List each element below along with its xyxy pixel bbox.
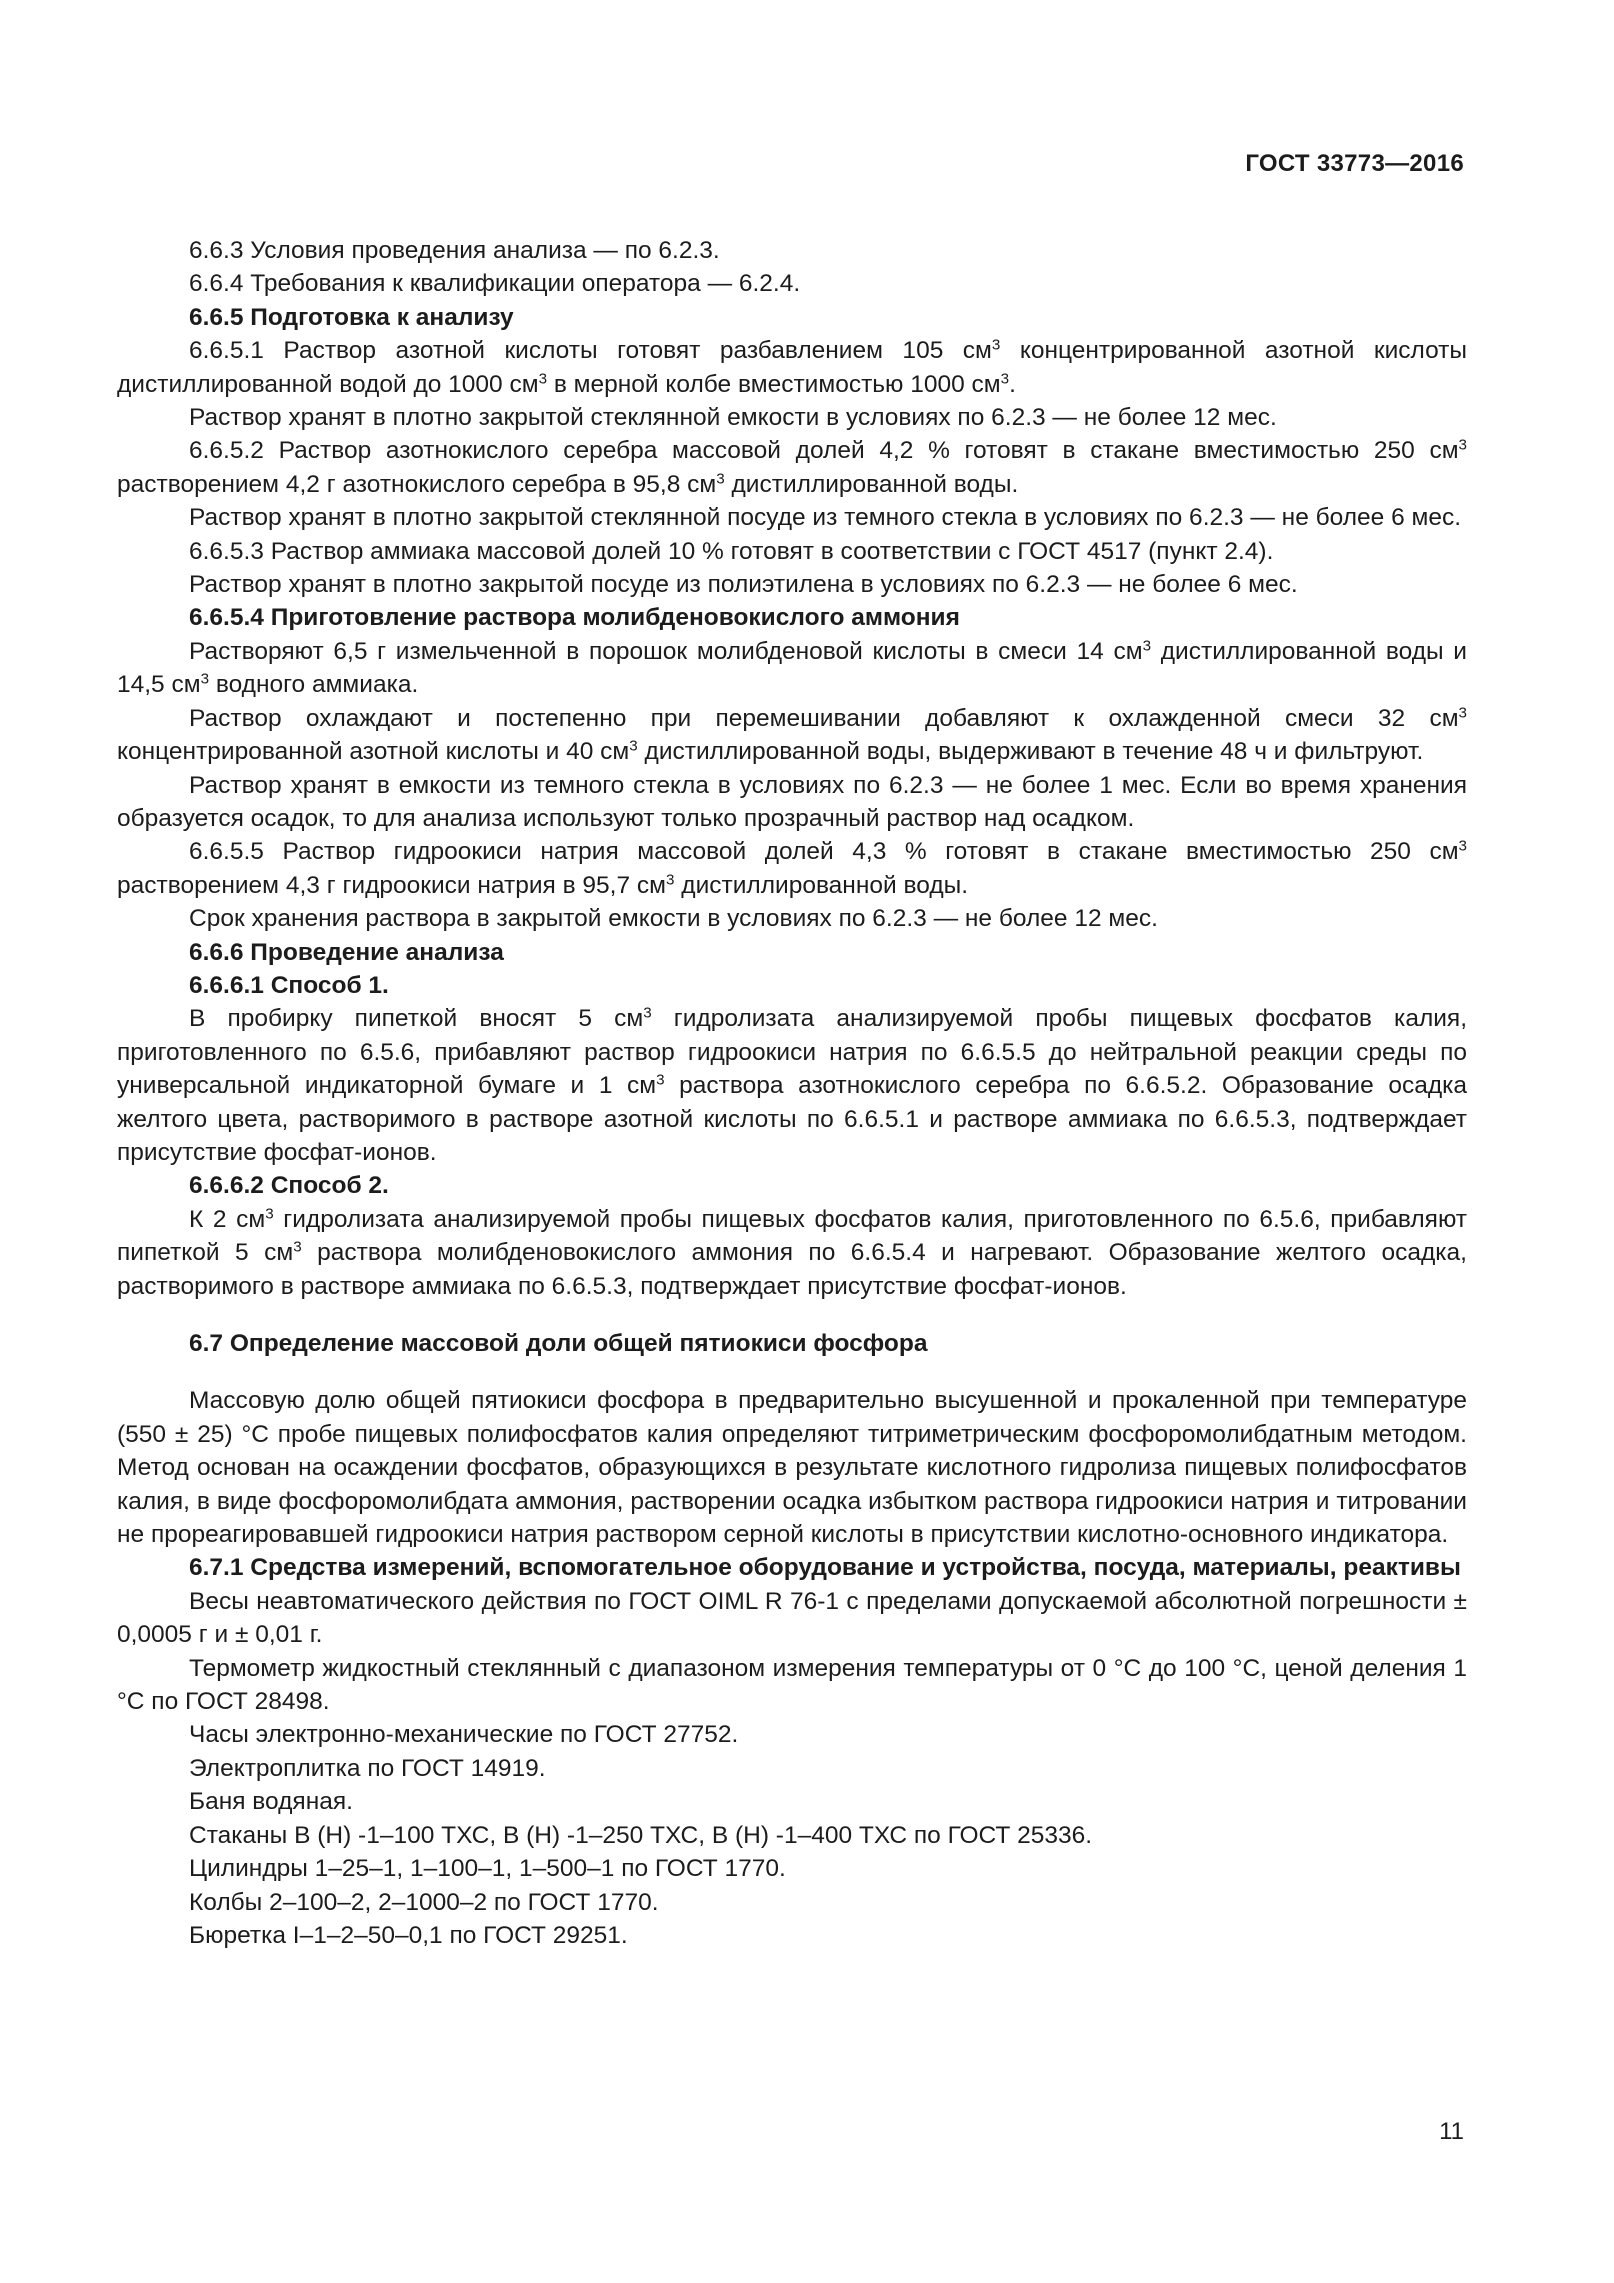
subsection-heading: 6.6.5 Подготовка к анализу	[189, 303, 514, 331]
paragraph: 6.6.4 Требования к квалификации оператора — 6.2.4.	[189, 270, 801, 298]
paragraph: Колбы 2–100–2, 2–1000–2 по ГОСТ 1770.	[189, 1888, 659, 1916]
superscript: 3	[200, 670, 210, 688]
document-code-header: ГОСТ 33773—2016	[1245, 150, 1464, 177]
superscript: 3	[265, 1205, 274, 1223]
paragraph: К 2 $см^3$ гидролизата анализируемой пробы пищевых фосфатов калия, приготовленного по 6.5.6, прибавляют пипеткой 5 $см^3$ раствора молибденовокислого аммония по 6.6.5.4 и нагревают. Образование желтого осадка, растворимого в растворе аммиака по 6.6.5.3, подтверждает присутствие фосфат-ионов.	[117, 1205, 1467, 1300]
paragraph: Раствор хранят в плотно закрытой стеклянной посуде из темного стекла в условиях по 6.2.3 — не более 6 мес.	[189, 504, 1462, 532]
subsection-heading: 6.6.5.4 Приготовление раствора молибденовокислого аммония	[189, 604, 960, 632]
superscript: 3	[629, 737, 638, 755]
document-body	[117, 234, 1467, 1952]
subsection-heading: 6.6.6 Проведение анализа	[189, 938, 504, 966]
page-number: 11	[1439, 2118, 1464, 2145]
paragraph: Весы неавтоматического действия по ГОСТ OIML R 76-1 с пределами допускаемой абсолютной погрешности ± 0,0005 г и ± 0,01 г.	[117, 1587, 1467, 1649]
paragraph: 6.6.5.3 Раствор аммиака массовой долей 10 % готовят в соответствии с ГОСТ 4517 (пункт 2.4).	[189, 537, 1274, 565]
superscript: 3	[293, 1238, 302, 1256]
paragraph: 6.6.5.2 Раствор азотнокислого серебра массовой долей 4,2 % готовят в стакане вместимостью 250 $см^3$ растворением 4,2 г азотнокислого серебра в 95,8 $см^3$ дистиллированной воды.	[117, 437, 1467, 498]
superscript: 3	[1142, 637, 1152, 655]
paragraph: Срок хранения раствора в закрытой емкости в условиях по 6.2.3 — не более 12 мес.	[189, 905, 1158, 933]
paragraph: Баня водяная.	[189, 1788, 353, 1816]
paragraph: Часы электронно-механические по ГОСТ 27752.	[189, 1721, 739, 1749]
paragraph: Растворяют 6,5 г измельченной в порошок молибденовой кислоты в смеси 14 $см^3$ дистиллированной воды и 14,5 $см^3$ водного аммиака.	[117, 637, 1467, 699]
paragraph: Бюретка I–1–2–50–0,1 по ГОСТ 29251.	[189, 1921, 628, 1949]
paragraph: Термометр жидкостный стеклянный с диапазоном измерения температуры от 0 °С до 100 °С, ценой деления 1 °С по ГОСТ 28498.	[117, 1654, 1467, 1716]
superscript: 3	[1000, 370, 1010, 388]
superscript: 3	[1458, 704, 1467, 722]
section-heading: 6.7 Определение массовой доли общей пятиокиси фосфора	[189, 1330, 928, 1357]
paragraph: 6.6.5.5 Раствор гидроокиси натрия массовой долей 4,3 % готовят в стакане вместимостью 250 $см^3$ растворением 4,3 г гидроокиси натрия в 95,7 $см^3$ дистиллированной воды.	[117, 837, 1467, 899]
paragraph: Раствор хранят в емкости из темного стекла в условиях по 6.2.3 — не более 1 мес. Если во время хранения образуется осадок, то для анализа используют только прозрачный раствор над осадком.	[117, 771, 1467, 832]
paragraph: 6.6.3 Условия проведения анализа — по 6.2.3.	[189, 237, 720, 264]
paragraph: Раствор охлаждают и постепенно при перемешивании добавляют к охлажденной смеси 32 $см^3$ концентрированной азотной кислоты и 40 $см^3$ дистиллированной воды, выдерживают в течение 48 ч и фильтруют.	[117, 704, 1467, 766]
superscript: 3	[991, 336, 1001, 354]
paragraph: Раствор хранят в плотно закрытой стеклянной емкости в условиях по 6.2.3 — не более 12 мес.	[189, 404, 1277, 432]
paragraph: 6.6.5.1 Раствор азотной кислоты готовят разбавлением 105 $см^3$ концентрированной азотной кислоты дистиллированной водой до 1000 $см^3$ в мерной колбе вместимостью 1000 $см^3$.	[117, 336, 1468, 398]
paragraph: Цилиндры 1–25–1, 1–100–1, 1–500–1 по ГОСТ 1770.	[189, 1855, 786, 1883]
paragraph: Массовую долю общей пятиокиси фосфора в предварительно высушенной и прокаленной при температуре (550 ± 25) °С пробе пищевых полифосфатов калия определяют титриметрическим фосфоромолибдатным методом. Метод основан на осаждении фосфатов, образующихся в результате кислотного гидролиза пищевых полифосфатов калия, в виде фосфоромолибдата аммония, растворении осадка избытком раствора гидроокиси натрия и титровании не прореагировавшей гидроокиси натрия раствором серной кислоты в присутствии кислотно-основного индикатора.	[117, 1387, 1467, 1549]
superscript: 3	[716, 470, 725, 488]
superscript: 3	[656, 1071, 665, 1089]
subsection-heading: 6.6.6.2 Способ 2.	[189, 1172, 389, 1200]
superscript: 3	[666, 871, 675, 889]
subsection-heading: 6.6.6.1 Способ 1.	[189, 971, 389, 999]
superscript: 3	[643, 1005, 652, 1022]
superscript: 3	[538, 370, 548, 388]
subsection-heading: 6.7.1 Средства измерений, вспомогательное оборудование и устройства, посуда, материалы, реактивы	[189, 1554, 1461, 1582]
superscript: 3	[1458, 437, 1467, 455]
paragraph: В пробирку пипеткой вносят 5 $см^3$ гидролизата анализируемой пробы пищевых фосфатов калия, приготовленного по 6.5.6, прибавляют раствор гидроокиси натрия по 6.6.5.5 до нейтральной реакции среды по универсальной индикаторной бумаге и 1 $см^3$ раствора азотнокислого серебра по 6.6.5.2. Образование осадка желтого цвета, растворимого в растворе азотной кислоты по 6.6.5.1 и растворе аммиака по 6.6.5.3, подтверждает присутствие фосфат-ионов.	[117, 1005, 1468, 1166]
paragraph: Электроплитка по ГОСТ 14919.	[189, 1754, 546, 1782]
paragraph: Стаканы В (Н) -1–100 ТХС, В (Н) -1–250 ТХС, В (Н) -1–400 ТХС по ГОСТ 25336.	[189, 1821, 1093, 1849]
superscript: 3	[1458, 837, 1467, 855]
paragraph: Раствор хранят в плотно закрытой посуде из полиэтилена в условиях по 6.2.3 — не более 6 мес.	[189, 571, 1298, 599]
